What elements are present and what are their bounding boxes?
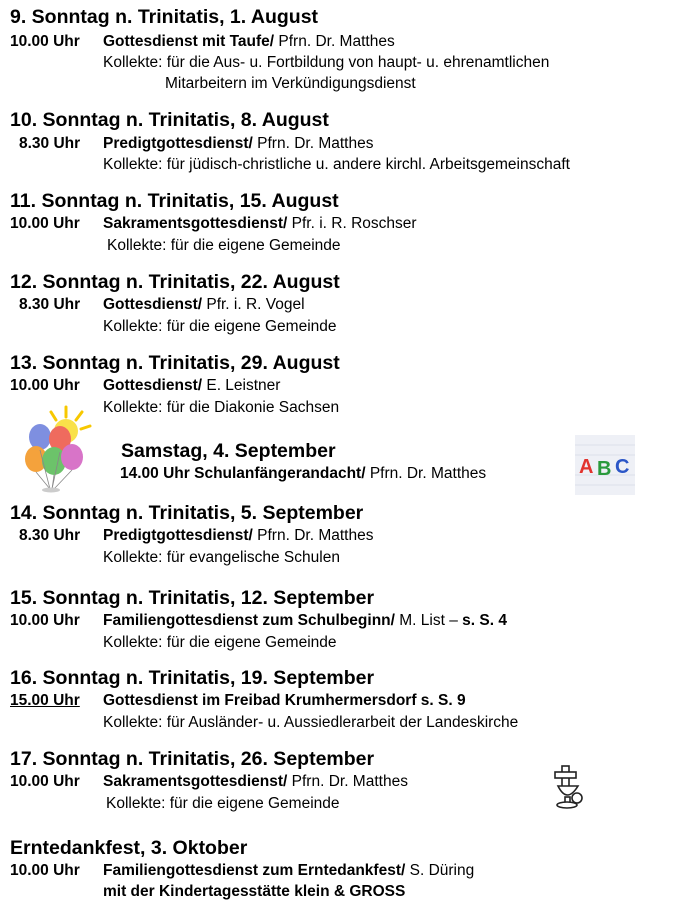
entry-time: 10.00 Uhr (10, 612, 80, 629)
abc-letter-a: A (579, 456, 594, 478)
entry-title: 9. Sonntag n. Trinitatis, 1. August (10, 6, 319, 28)
entry-title: Erntedankfest, 3. Oktober (10, 837, 248, 859)
entry-time: 10.00 Uhr (10, 377, 80, 394)
entry-service: Gottesdienst/ E. Leistner (103, 377, 281, 394)
abc-letter-b: B (597, 458, 612, 480)
entry-service: 14.00 Uhr Schulanfängerandacht/ Pfrn. Dr. Matthes (120, 465, 487, 482)
entry-title: 14. Sonntag n. Trinitatis, 5. September (10, 502, 364, 524)
entry-service: Gottesdienst mit Taufe/ Pfrn. Dr. Matthes (103, 33, 395, 50)
entry-kollekte: Kollekte: für die Diakonie Sachsen (103, 399, 340, 416)
entry-title: 12. Sonntag n. Trinitatis, 22. August (10, 271, 340, 293)
entry-kollekte: Kollekte: für jüdisch-christliche u. andere kirchl. Arbeitsgemeinschaft (103, 156, 570, 173)
entry-service: Sakramentsgottesdienst/ Pfr. i. R. Roschser (103, 215, 417, 232)
entry-time: 10.00 Uhr (10, 215, 80, 232)
entry-title: 11. Sonntag n. Trinitatis, 15. August (10, 190, 339, 212)
balloons-icon (24, 405, 94, 493)
entry-title: 13. Sonntag n. Trinitatis, 29. August (10, 352, 340, 374)
chalice-icon (550, 764, 586, 810)
entry-time: 8.30 Uhr (19, 296, 81, 313)
abc-blocks-icon (575, 435, 635, 495)
entry-service: Gottesdienst/ Pfr. i. R. Vogel (103, 296, 305, 313)
entry-service: Sakramentsgottesdienst/ Pfrn. Dr. Matthes (103, 773, 408, 790)
entry-time: 8.30 Uhr (19, 527, 81, 544)
entry-kollekte: Kollekte: für Ausländer- u. Aussiedlerarbeit der Landeskirche (103, 714, 519, 731)
entry-title: Samstag, 4. September (121, 440, 336, 462)
entry-title: 10. Sonntag n. Trinitatis, 8. August (10, 109, 329, 131)
entry-time: 10.00 Uhr (10, 773, 80, 790)
entry-title: 17. Sonntag n. Trinitatis, 26. September (10, 748, 375, 770)
entry-kollekte-cont: Mitarbeitern im Verkündigungsdienst (165, 75, 416, 92)
entry-service: Familiengottesdienst zum Schulbeginn/ M. List – s. S. 4 (103, 612, 507, 629)
entry-service: Predigtgottesdienst/ Pfrn. Dr. Matthes (103, 135, 374, 152)
entry-title: 15. Sonntag n. Trinitatis, 12. September (10, 587, 375, 609)
abc-letter-c: C (615, 456, 630, 478)
entry-kollekte: Kollekte: für die eigene Gemeinde (103, 634, 337, 651)
entry-time: 10.00 Uhr (10, 862, 80, 879)
entry-title: 16. Sonntag n. Trinitatis, 19. September (10, 667, 375, 689)
entry-service: Familiengottesdienst zum Erntedankfest/ S. Düring (103, 862, 475, 879)
entry-service: Gottesdienst im Freibad Krumhermersdorf s. S. 9 (103, 692, 466, 709)
entry-kollekte: Kollekte: für die Aus- u. Fortbildung von haupt- u. ehrenamtlichen (103, 54, 550, 71)
entry-service-cont: mit der Kindertagesstätte klein & GROSS (103, 883, 406, 900)
entry-time: 8.30 Uhr (19, 135, 81, 152)
entry-kollekte: Kollekte: für die eigene Gemeinde (107, 237, 341, 254)
entry-time: 15.00 Uhr (10, 692, 80, 709)
entry-kollekte: Kollekte: für evangelische Schulen (103, 549, 340, 566)
entry-service: Predigtgottesdienst/ Pfrn. Dr. Matthes (103, 527, 374, 544)
entry-kollekte: Kollekte: für die eigene Gemeinde (106, 795, 340, 812)
entry-time: 10.00 Uhr (10, 33, 80, 50)
entry-kollekte: Kollekte: für die eigene Gemeinde (103, 318, 337, 335)
